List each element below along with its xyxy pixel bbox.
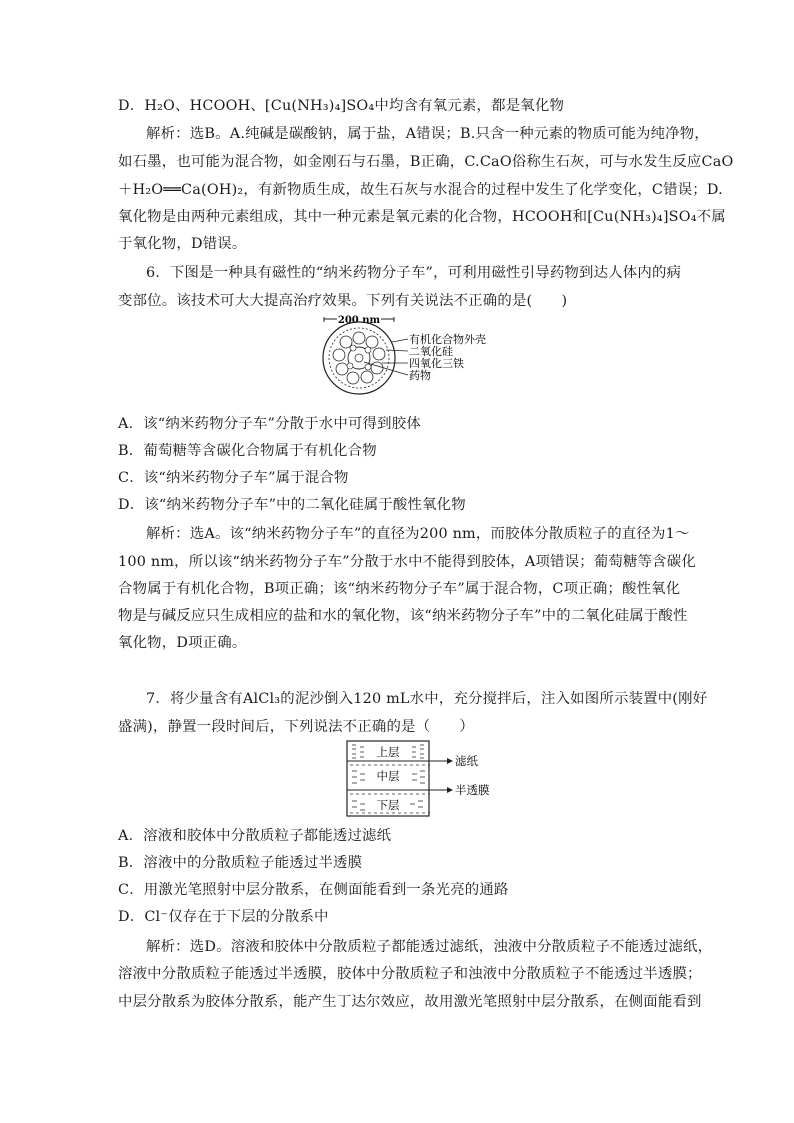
q6-option-a: A．该“纳米药物分子车”分散于水中可得到胶体 xyxy=(118,416,421,432)
label-organic-shell: 有机化合物外壳 xyxy=(409,333,486,346)
particle-drawing xyxy=(323,322,395,394)
layer-middle: 中层 xyxy=(376,769,400,783)
q6-analysis-line: 解析：选A。该“纳米药物分子车”的直径为200 nm，而胶体分散质粒子的直径为1～ xyxy=(146,526,690,542)
q7-analysis-line: 解析：选D。溶液和胶体中分散质粒子都能透过滤纸，浊液中分散质粒子不能透过滤纸， xyxy=(146,939,713,955)
layer-upper: 上层 xyxy=(376,745,400,759)
layer-lower: 下层 xyxy=(376,798,400,812)
label-silica: 二氧化硅 xyxy=(409,345,453,358)
label-semipermeable-membrane: 半透膜 xyxy=(455,783,490,797)
arrowhead xyxy=(447,758,453,764)
q5-analysis-line: 氧化物是由两种元素组成，其中一种元素是氧元素的化合物，HCOOH和[Cu(NH₃)₄]SO₄不属 xyxy=(118,209,726,225)
q6-option-b: B．葡萄糖等含碳化合物属于有机化合物 xyxy=(118,443,377,459)
q7-analysis-line: 溶液中分散质粒子能透过半透膜，胶体中分散质粒子和浊液中分散质粒子不能透过半透膜； xyxy=(118,966,702,982)
label-filter-paper: 滤纸 xyxy=(455,754,478,768)
q6-analysis-line: 物是与碱反应只生成相应的盐和水的氧化物，该“纳米药物分子车”中的二氧化硅属于酸性 xyxy=(118,608,688,624)
q5-analysis-line: 于氧化物，D错误。 xyxy=(118,236,247,252)
filtration-apparatus-figure xyxy=(344,739,490,819)
q6-option-d: D．该“纳米药物分子车”中的二氧化硅属于酸性氧化物 xyxy=(118,497,466,513)
q7-stem-line: 盛满)，静置一段时间后，下列说法不正确的是（ ） xyxy=(118,719,474,735)
q7-stem-line: 7．将少量含有AlCl₃的泥沙倒入120 mL水中，充分搅拌后，注入如图所示装置中(刚好 xyxy=(146,691,708,707)
scale-bar xyxy=(324,315,394,326)
arrowhead xyxy=(447,787,453,793)
q5-analysis-line: ＋H₂O══Ca(OH)₂，有新物质生成，故生石灰与水混合的过程中发生了化学变化，C错误；D. xyxy=(118,182,723,198)
q6-option-c: C．该“纳米药物分子车”属于混合物 xyxy=(118,470,349,486)
label-iron-oxide: 四氧化三铁 xyxy=(409,357,464,370)
q7-option-a: A．溶液和胶体中分散质粒子都能透过滤纸 xyxy=(118,828,392,844)
q7-option-d: D．Cl⁻仅存在于下层的分散系中 xyxy=(118,909,329,925)
q5-option-d: D．H₂O、HCOOH、[Cu(NH₃)₄]SO₄中均含有氧元素，都是氧化物 xyxy=(118,98,565,114)
q5-analysis-line: 如石墨，也可能为混合物，如金刚石与石墨，B正确，C.CaO俗称生石灰，可与水发生反应CaO xyxy=(118,154,734,170)
q6-stem-line: 变部位。该技术可大大提高治疗效果。下列有关说法不正确的是( ) xyxy=(118,293,568,309)
q7-option-c: C．用激光笔照射中层分散系，在侧面能看到一条光亮的通路 xyxy=(118,882,509,898)
q7-option-b: B．溶液中的分散质粒子能透过半透膜 xyxy=(118,855,363,871)
nano-drug-car-figure xyxy=(318,312,518,402)
scale-label: 200 nm xyxy=(337,315,381,326)
label-drug: 药物 xyxy=(409,369,431,382)
q6-stem-line: 6．下图是一种具有磁性的“纳米药物分子车”，可利用磁性引导药物到达人体内的病 xyxy=(146,265,682,281)
q7-analysis-line: 中层分散系为胶体分散系，能产生丁达尔效应，故用激光笔照射中层分散系，在侧面能看到 xyxy=(118,994,702,1010)
q6-analysis-line: 合物属于有机化合物，B项正确；该“纳米药物分子车”属于混合物，C项正确；酸性氧化 xyxy=(118,581,681,597)
q5-analysis-line: 解析：选B。A.纯碱是碳酸钠，属于盐，A错误；B.只含一种元素的物质可能为纯净物， xyxy=(146,126,709,142)
q6-analysis-line: 100 nm，所以该“纳米药物分子车”分散于水中不能得到胶体，A项错误；葡萄糖等含碳化 xyxy=(118,554,696,570)
q6-analysis-line: 氧化物，D项正确。 xyxy=(118,635,247,651)
